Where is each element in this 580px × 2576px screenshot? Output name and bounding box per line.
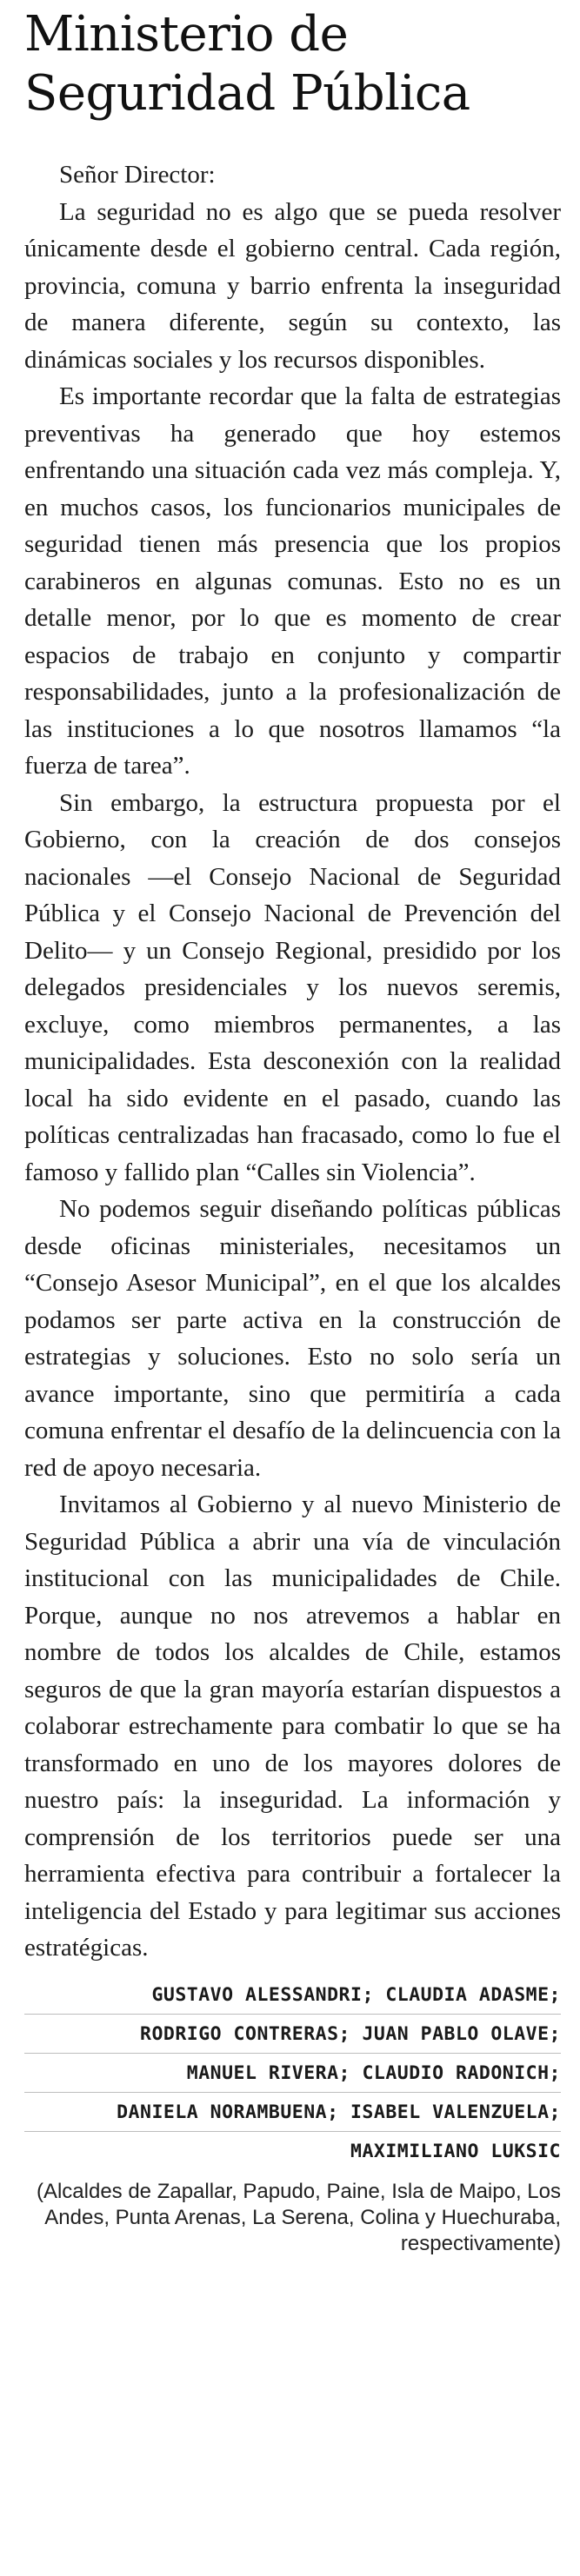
salutation: Señor Director: (59, 161, 216, 189)
signature-line-4: DANIELA NORAMBUENA; ISABEL VALENZUELA; (24, 2096, 561, 2132)
paragraph-3: Sin embargo, la estructura propuesta por el Gobierno, con la creación de dos consejos nacionales —el Consejo Nacional de Seguridad Pública y el Consejo Nacional de Prevención del Delito— y un Consejo Regional, presidido por los delegados presidenciales y los nuevos seremis, excluye, como miembros permanentes, a las municipalidades. Esta desconexión con la realidad local ha sido evidente en el pasado, cuando las políticas centralizadas han fracasado, como lo fue el famoso y fallido plan “Calles sin Violencia”. (24, 788, 561, 1186)
paragraph-1: La seguridad no es algo que se pueda resolver únicamente desde el gobierno central. Cada región, provincia, comuna y barrio enfrenta la inseguridad de manera diferente, según su contexto, las dinámicas sociales y los recursos disponibles. (24, 197, 561, 374)
signatories-footnote: (Alcaldes de Zapallar, Papudo, Paine, Isla de Maipo, Los Andes, Punta Arenas, La Serena, Colina y Huechuraba, respectivamente) (36, 2179, 561, 2255)
signature-line-5: MAXIMILIANO LUKSIC (350, 2140, 561, 2162)
letter-body (24, 156, 561, 1967)
paragraph-4: No podemos seguir diseñando políticas públicas desde oficinas ministeriales, necesitamos un “Consejo Asesor Municipal”, en el que los alcaldes podamos ser parte activa en la construcción de estrategias y soluciones. Esto no solo sería un avance importante, sino que permitiría a cada comuna enfrentar el desafío de la delincuencia con la red de apoyo necesaria. (24, 1195, 561, 1482)
signature-line-3: MANUEL RIVERA; CLAUDIO RADONICH; (24, 2057, 561, 2093)
paragraph-2: Es importante recordar que la falta de estrategias preventivas ha generado que hoy estemos enfrentando una situación cada vez más compleja. Y, en muchos casos, los funcionarios municipales de seguridad tienen más presencia que los propios carabineros en algunas comunas. Esto no es un detalle menor, por lo que es momento de crear espacios de trabajo en conjunto y compartir responsabilidades, junto a la profesionalización de las instituciones a lo que nosotros llamamos “la fuerza de tarea”. (24, 382, 561, 780)
signature-line-2: RODRIGO CONTRERAS; JUAN PABLO OLAVE; (24, 2018, 561, 2054)
paragraph-5: Invitamos al Gobierno y al nuevo Ministerio de Seguridad Pública a abrir una vía de vinculación institucional con las municipalidades de Chile. Porque, aunque no nos atrevemos a hablar en nombre de todos los alcaldes de Chile, estamos seguros de que la gran mayoría estarían dispuestos a colaborar estrechamente para combatir lo que se ha transformado en uno de los mayores dolores de nuestro país: la inseguridad. La información y comprensión de los territorios puede ser una herramienta efectiva para contribuir a fortalecer la inteligencia del Estado y para legitimar sus acciones estratégicas. (24, 1490, 561, 1962)
headline: Ministerio de Seguridad Pública (24, 6, 470, 122)
signature-line-1: GUSTAVO ALESSANDRI; CLAUDIA ADASME; (24, 1979, 561, 2015)
signatures (24, 1979, 561, 2170)
